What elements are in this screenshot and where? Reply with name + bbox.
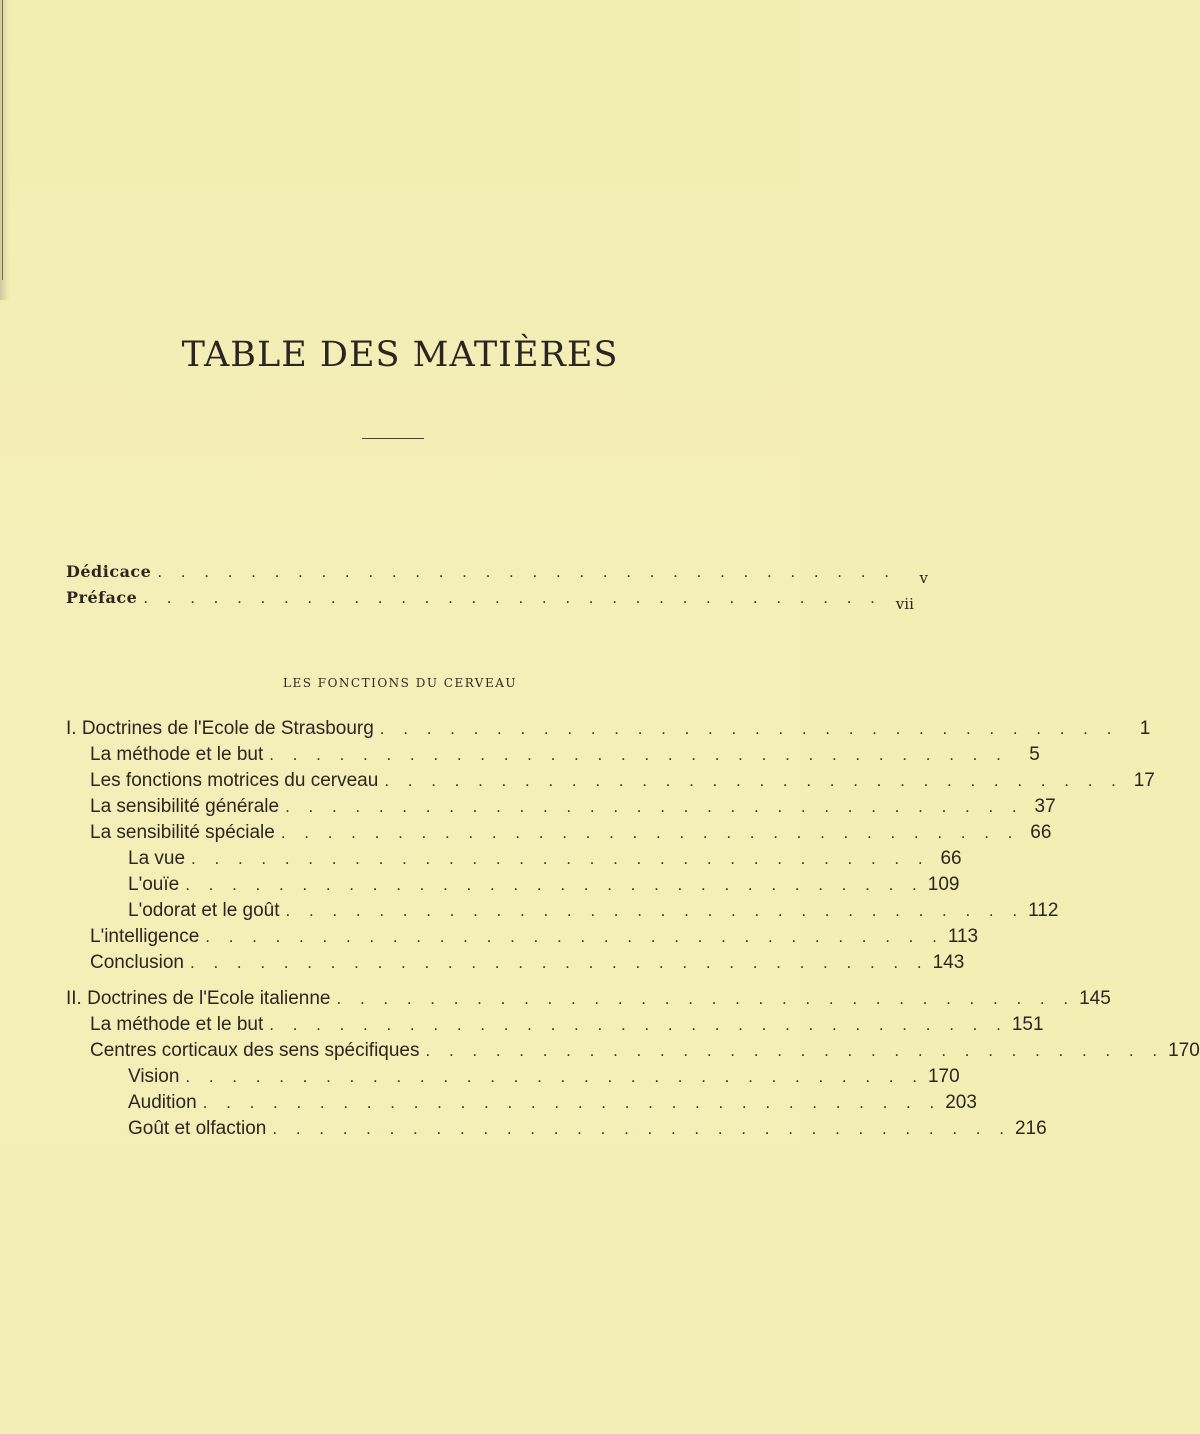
toc-entry [128, 1118, 1047, 1144]
toc-entry-page: 143 [932, 952, 965, 973]
toc-entry [90, 952, 965, 978]
toc-entry-label: La vue [128, 848, 186, 869]
toc-entry [90, 1014, 1044, 1040]
toc-leader-dots: . . . . . . . . . . . . . . . . . . . . . . . . . . . . . . . . [190, 953, 929, 972]
toc-leader-dots: . . . . . . . . . . . . . . . . . . . . . . . . . . . . . . . . [336, 989, 1076, 1008]
toc-entry [128, 1092, 977, 1118]
toc-entry-page: 37 [1034, 796, 1056, 817]
book-spine-edge [2, 0, 3, 280]
toc-entry-page: 66 [1030, 822, 1052, 843]
toc-entry [90, 770, 1155, 796]
toc-leader-dots: . . . . . . . . . . . . . . . . . . . . . . . . . . . . . . . . [185, 1067, 924, 1086]
toc-entry-page: 216 [1014, 1118, 1047, 1139]
toc-entry-page: 170 [927, 1066, 960, 1087]
toc-leader-dots: . . . . . . . . . . . . . . . . . . . . . . . . . . . . . . . . [157, 562, 896, 581]
toc-entry-label: La méthode et le but [90, 744, 264, 765]
toc-entry-page: 151 [1011, 1014, 1044, 1035]
toc-entry [128, 848, 962, 874]
toc-entry-page: 1 [1139, 718, 1151, 739]
toc-leader-dots: . . . . . . . . . . . . . . . . . . . . . . . . . . . . . . . . [185, 875, 924, 894]
toc-entry-page: v [919, 569, 928, 587]
toc-entry [90, 822, 1052, 848]
toc-entry [128, 1066, 960, 1092]
toc-leader-dots: . . . . . . . . . . . . . . . . . . . . . . . . . . . . . . . . [384, 771, 1123, 790]
toc-entry-label: I. Doctrines de l'Ecole de Strasbourg [66, 718, 374, 739]
toc-entry-label: La sensibilité spéciale [90, 822, 275, 843]
toc-leader-dots: . . . . . . . . . . . . . . . . . . . . . . . . . . . . . . . . [143, 588, 882, 607]
toc-entry-preface [66, 588, 914, 614]
toc-entry-label: Goût et olfaction [128, 1118, 267, 1139]
toc-leader-dots: . . . . . . . . . . . . . . . . . . . . . . . . . . . . . . . . [280, 823, 1020, 842]
toc-entry-label: Audition [128, 1092, 197, 1113]
toc-leader-dots: . . . . . . . . . . . . . . . . . . . . . . . . . . . . . . . . [269, 745, 1008, 764]
toc-leader-dots: . . . . . . . . . . . . . . . . . . . . . . . . . . . . . . . . [202, 1093, 942, 1112]
page-title: TABLE DES MATIÈRES [181, 335, 619, 375]
title-divider [362, 438, 424, 439]
toc-entry [128, 874, 960, 900]
toc-entry-label: L'ouïe [128, 874, 180, 895]
toc-entry-page: 113 [947, 926, 979, 947]
toc-entry [66, 988, 1111, 1014]
toc-entry-page: 17 [1133, 770, 1155, 791]
toc-entry-label: L'odorat et le goût [128, 900, 280, 921]
toc-entry-label: L'intelligence [90, 926, 200, 947]
toc-entry-label: La sensibilité générale [90, 796, 280, 817]
toc-entry [90, 796, 1056, 822]
toc-entry [90, 926, 979, 952]
toc-entry-label: Conclusion [90, 952, 184, 973]
toc-leader-dots: . . . . . . . . . . . . . . . . . . . . . . . . . . . . . . . . [425, 1041, 1165, 1060]
toc-leader-dots: . . . . . . . . . . . . . . . . . . . . . . . . . . . . . . . . [379, 719, 1119, 738]
toc-entry-page: 203 [945, 1092, 977, 1113]
toc-leader-dots: . . . . . . . . . . . . . . . . . . . . . . . . . . . . . . . . [285, 797, 1024, 816]
toc-entry [128, 900, 1059, 926]
section-heading: LES FONCTIONS DU CERVEAU [282, 676, 518, 690]
toc-leader-dots: . . . . . . . . . . . . . . . . . . . . . . . . . . . . . . . . [269, 1015, 1008, 1034]
toc-entry-dedicace [66, 562, 928, 588]
toc-entry-label: Dédicace [66, 562, 152, 581]
toc-entry-page: 109 [927, 874, 960, 895]
toc-entry-label: Préface [66, 588, 138, 607]
toc-entry [90, 1040, 1200, 1066]
toc-entry-label: Centres corticaux des sens spécifiques [90, 1040, 420, 1061]
toc-entry-page: vii [895, 595, 914, 613]
toc-entry-page: 112 [1028, 900, 1059, 921]
toc-leader-dots: . . . . . . . . . . . . . . . . . . . . . . . . . . . . . . . . [205, 927, 944, 946]
toc-entry-page: 145 [1079, 988, 1111, 1009]
toc-entry [66, 718, 1151, 744]
toc-leader-dots: . . . . . . . . . . . . . . . . . . . . . . . . . . . . . . . . [191, 849, 930, 868]
toc-entry-page: 170 [1168, 1040, 1200, 1061]
toc-entry-page: 66 [940, 848, 962, 869]
toc-entry-label: II. Doctrines de l'Ecole italienne [66, 988, 331, 1009]
toc-leader-dots: . . . . . . . . . . . . . . . . . . . . . . . . . . . . . . . . [272, 1119, 1011, 1138]
toc-leader-dots: . . . . . . . . . . . . . . . . . . . . . . . . . . . . . . . . [285, 901, 1025, 920]
toc-entry-label: La méthode et le but [90, 1014, 264, 1035]
toc-entry-label: Les fonctions motrices du cerveau [90, 770, 379, 791]
toc-entry-page: 5 [1029, 744, 1040, 765]
toc-entry [90, 744, 1040, 770]
toc-entry-label: Vision [128, 1066, 180, 1087]
